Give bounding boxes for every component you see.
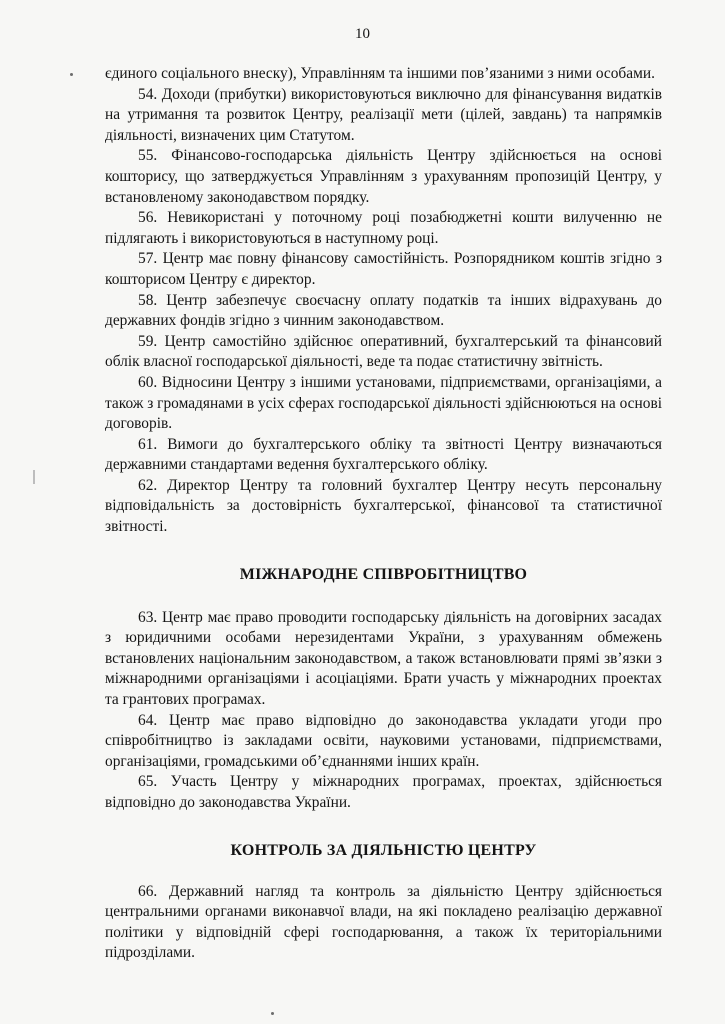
scan-left-edge-mark [33, 470, 35, 484]
section-heading-international: МІЖНАРОДНЕ СПІВРОБІТНИЦТВО [239, 565, 528, 583]
paragraph-55: 55. Фінансово-господарська діяльність Центру здійснюється на основі кошторису, що затверджується Управлінням з урахуванням пропозицій Центру, у встановленому законодавством порядку. [105, 147, 662, 206]
paragraph-59: 59. Центр самостійно здійснює оперативний, бухгалтерський та фінансовий облік власної господарської діяльності, веде та подає статистичну звітність. [105, 332, 662, 371]
section-heading-control: КОНТРОЛЬ ЗА ДІЯЛЬНІСТЮ ЦЕНТРУ [230, 841, 537, 859]
paragraph-65: 65. Участь Центру у міжнародних програмах, проектах, здійснюється відповідно до законодавства України. [105, 773, 662, 811]
paragraph-56: 56. Невикористані у поточному році позабюджетні кошти вилученню не підлягають і використовуються в наступному році. [105, 209, 662, 247]
paragraph-63: 63. Центр має право проводити господарську діяльність на договірних засадах з юридичними особами нерезидентами України, з урахуванням обмежень встановлених національним законодавством, а також встановлювати прямі зв’язки з міжнародними організаціями і асоціаціями. Брати участь у міжнародних проектах та грантових програмах. [105, 608, 662, 709]
paragraph-61: 61. Вимоги до бухгалтерського обліку та звітності Центру визначаються державними стандартами ведення бухгалтерського обліку. [105, 435, 662, 474]
scan-dot-mark [70, 73, 73, 76]
scan-dot-mark [271, 1012, 274, 1015]
paragraph-58: 58. Центр забезпечує своєчасну оплату податків та інших відрахувань до державних фондів згідно з чинним законодавством. [105, 291, 662, 330]
page-number: 10 [355, 26, 370, 42]
document-body [105, 64, 662, 964]
paragraph-64: 64. Центр має право відповідно до законодавства укладати угоди про співробітництво із закладами освіти, науковими установами, підприємствами, організаціями, громадськими об’єднаннями інших країн. [105, 711, 662, 770]
paragraph-60: 60. Відносини Центру з іншими установами, підприємствами, організаціями, а також з громадянами в усіх сферах господарської діяльності здійснюються на основі договорів. [105, 373, 662, 433]
paragraph-62: 62. Директор Центру та головний бухгалтер Центру несуть персональну відповідальність за достовірність бухгалтерської, фінансової та статистичної звітності. [105, 476, 662, 536]
paragraph-66: 66. Державний нагляд та контроль за діяльністю Центру здійснюється центральними органами виконавчої влади, на які покладено реалізацію державної політики у відповідній сфері господарювання, а також їх територіальними підрозділами. [105, 882, 662, 962]
paragraph-continuation: єдиного соціального внеску), Управлінням та іншими пов’язаними з ними особами. [105, 65, 655, 82]
paragraph-54: 54. Доходи (прибутки) використовуються виключно для фінансування видатків на утримання та розвиток Центру, реалізації мети (цілей, завдань) та напрямків діяльності, визначених цим Статутом. [105, 85, 662, 144]
paragraph-57: 57. Центр має повну фінансову самостійність. Розпорядником коштів згідно з кошторисом Центру є директор. [105, 250, 662, 288]
